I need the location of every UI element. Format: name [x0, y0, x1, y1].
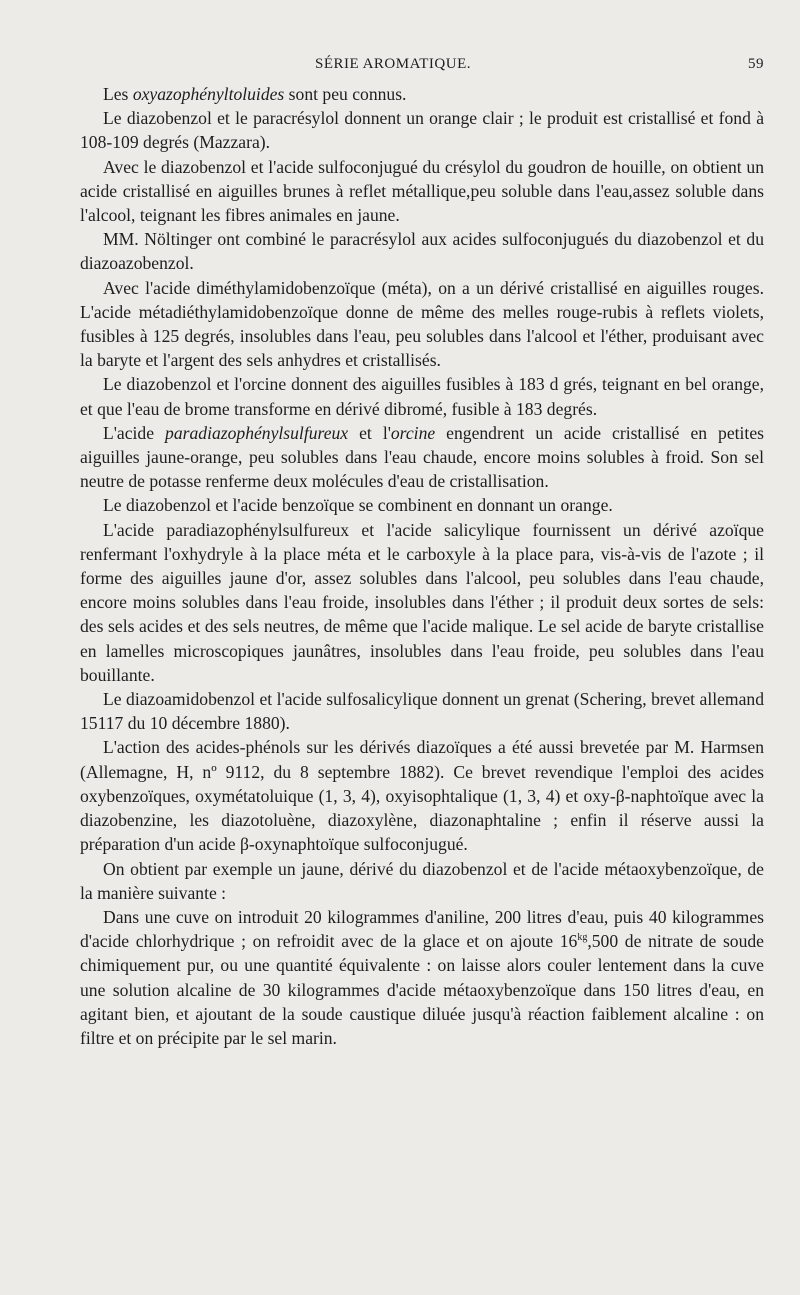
paragraph-13: Dans une cuve on introduit 20 kilogrammes d'aniline, 200 litres d'eau, puis 40 kilogrammes d'acide chlorhydrique ; on refroidit avec de la glace et on ajoute $16^{kg},500$ de nitrate de soude chimiquement pur, ou une quantité équivalente : on laisse alors couler lentement dans la cuve une solution alcaline de 30 kilogrammes d'acide métaoxybenzoïque dans 150 litres d'eau, en agitant bien, et ajoutant de la soude caustique diluée jusqu'à réaction faiblement alcaline : on filtre et on précipite par le sel marin.	[80, 906, 764, 1048]
paragraph-1: Les oxyazophényltoluides sont peu connus.	[103, 84, 407, 104]
term-paradiazophenylsulfureux: paradiazophénylsulfureux	[165, 422, 349, 443]
unit-kg: kg	[577, 932, 588, 944]
term-orcine: orcine	[390, 422, 436, 443]
paragraph-11: L'action des acides-phénols sur les dérivés diazoïques a été aussi brevetée par M. Harmsen (Allemagne, H, nº 9112, du 8 septembre 1882). Ce brevet revendique l'emploi des acides oxybenzoïques, oxymétatoluique (1, 3, 4), oxyisophtalique (1, 3, 4) et oxy-β-naphtoïque avec la diazobenzine, les diazotoluène, diazoxylène, diazonaphtaline ; enfin il réserve aussi la préparation d'un acide β-oxynaphtoïque sulfoconjugué.	[80, 737, 764, 855]
paragraph-4: MM. Nöltinger ont combiné le paracrésylol aux acides sulfoconjugués du diazobenzol et du diazoazobenzol.	[80, 229, 764, 274]
term-oxyazophenyltoluides: oxyazophényltoluides	[132, 84, 285, 104]
paragraph-2: Le diazobenzol et le paracrésylol donnent un orange clair ; le produit est cristallisé et fond à 108-109 degrés (Mazzara).	[80, 108, 764, 153]
page-header	[80, 52, 764, 80]
page-number: 59	[748, 56, 764, 72]
paragraph-8: Le diazobenzol et l'acide benzoïque se combinent en donnant un orange.	[103, 495, 613, 516]
paragraph-7: L'acide paradiazophénylsulfureux et l'orcine engendrent un acide cristallisé en petites aiguilles jaune-orange, peu solubles dans l'eau chaude, encore moins solubles à froid. Son sel neutre de potasse renferme deux molécules d'eau de cristallisation.	[80, 422, 764, 492]
body-text	[80, 82, 764, 1050]
running-title: SÉRIE AROMATIQUE.	[315, 56, 472, 72]
paragraph-10: Le diazoamidobenzol et l'acide sulfosalicylique donnent un grenat (Schering, brevet allemand 15117 du 10 décembre 1880).	[80, 689, 764, 734]
paragraph-5: Avec l'acide diméthylamidobenzoïque (méta), on a un dérivé cristallisé en aiguilles rouges. L'acide métadiéthylamidobenzoïque donne de même des melles rouge-rubis à reflets violets, fusibles à 125 degrés, insolubles dans l'eau, peu solubles dans l'alcool et l'éther, produisant avec la baryte et l'argent des sels anhydres et cristallisés.	[80, 277, 764, 371]
paragraph-3: Avec le diazobenzol et l'acide sulfoconjugué du crésylol du goudron de houille, on obtient un acide cristallisé en aiguilles brunes à reflet métallique,peu soluble dans l'eau,assez soluble dans l'alcool, teignant les fibres animales en jaune.	[80, 156, 764, 226]
paragraph-6: Le diazobenzol et l'orcine donnent des aiguilles fusibles à 183 d grés, teignant en bel orange, et que l'eau de brome transforme en dérivé dibromé, fusible à 183 degrés.	[80, 374, 764, 419]
paragraph-12: On obtient par exemple un jaune, dérivé du diazobenzol et de l'acide métaoxybenzoïque, de la manière suivante :	[80, 858, 764, 903]
paragraph-9: L'acide paradiazophénylsulfureux et l'acide salicylique fournissent un dérivé azoïque renfermant l'oxhydryle à la place méta et le carboxyle à la place para, vis-à-vis de l'azote ; il forme des aiguilles jaune d'or, assez solubles dans l'alcool, peu solubles dans l'eau chaude, encore moins solubles dans l'eau froide, insolubles dans l'éther ; il produit deux sortes de sels: des sels acides et des sels neutres, de même que l'acide malique. Le sel acide de baryte cristallise en lamelles microscopiques jaunâtres, insolubles dans l'eau froide, peu solubles dans l'eau bouillante.	[80, 519, 764, 685]
